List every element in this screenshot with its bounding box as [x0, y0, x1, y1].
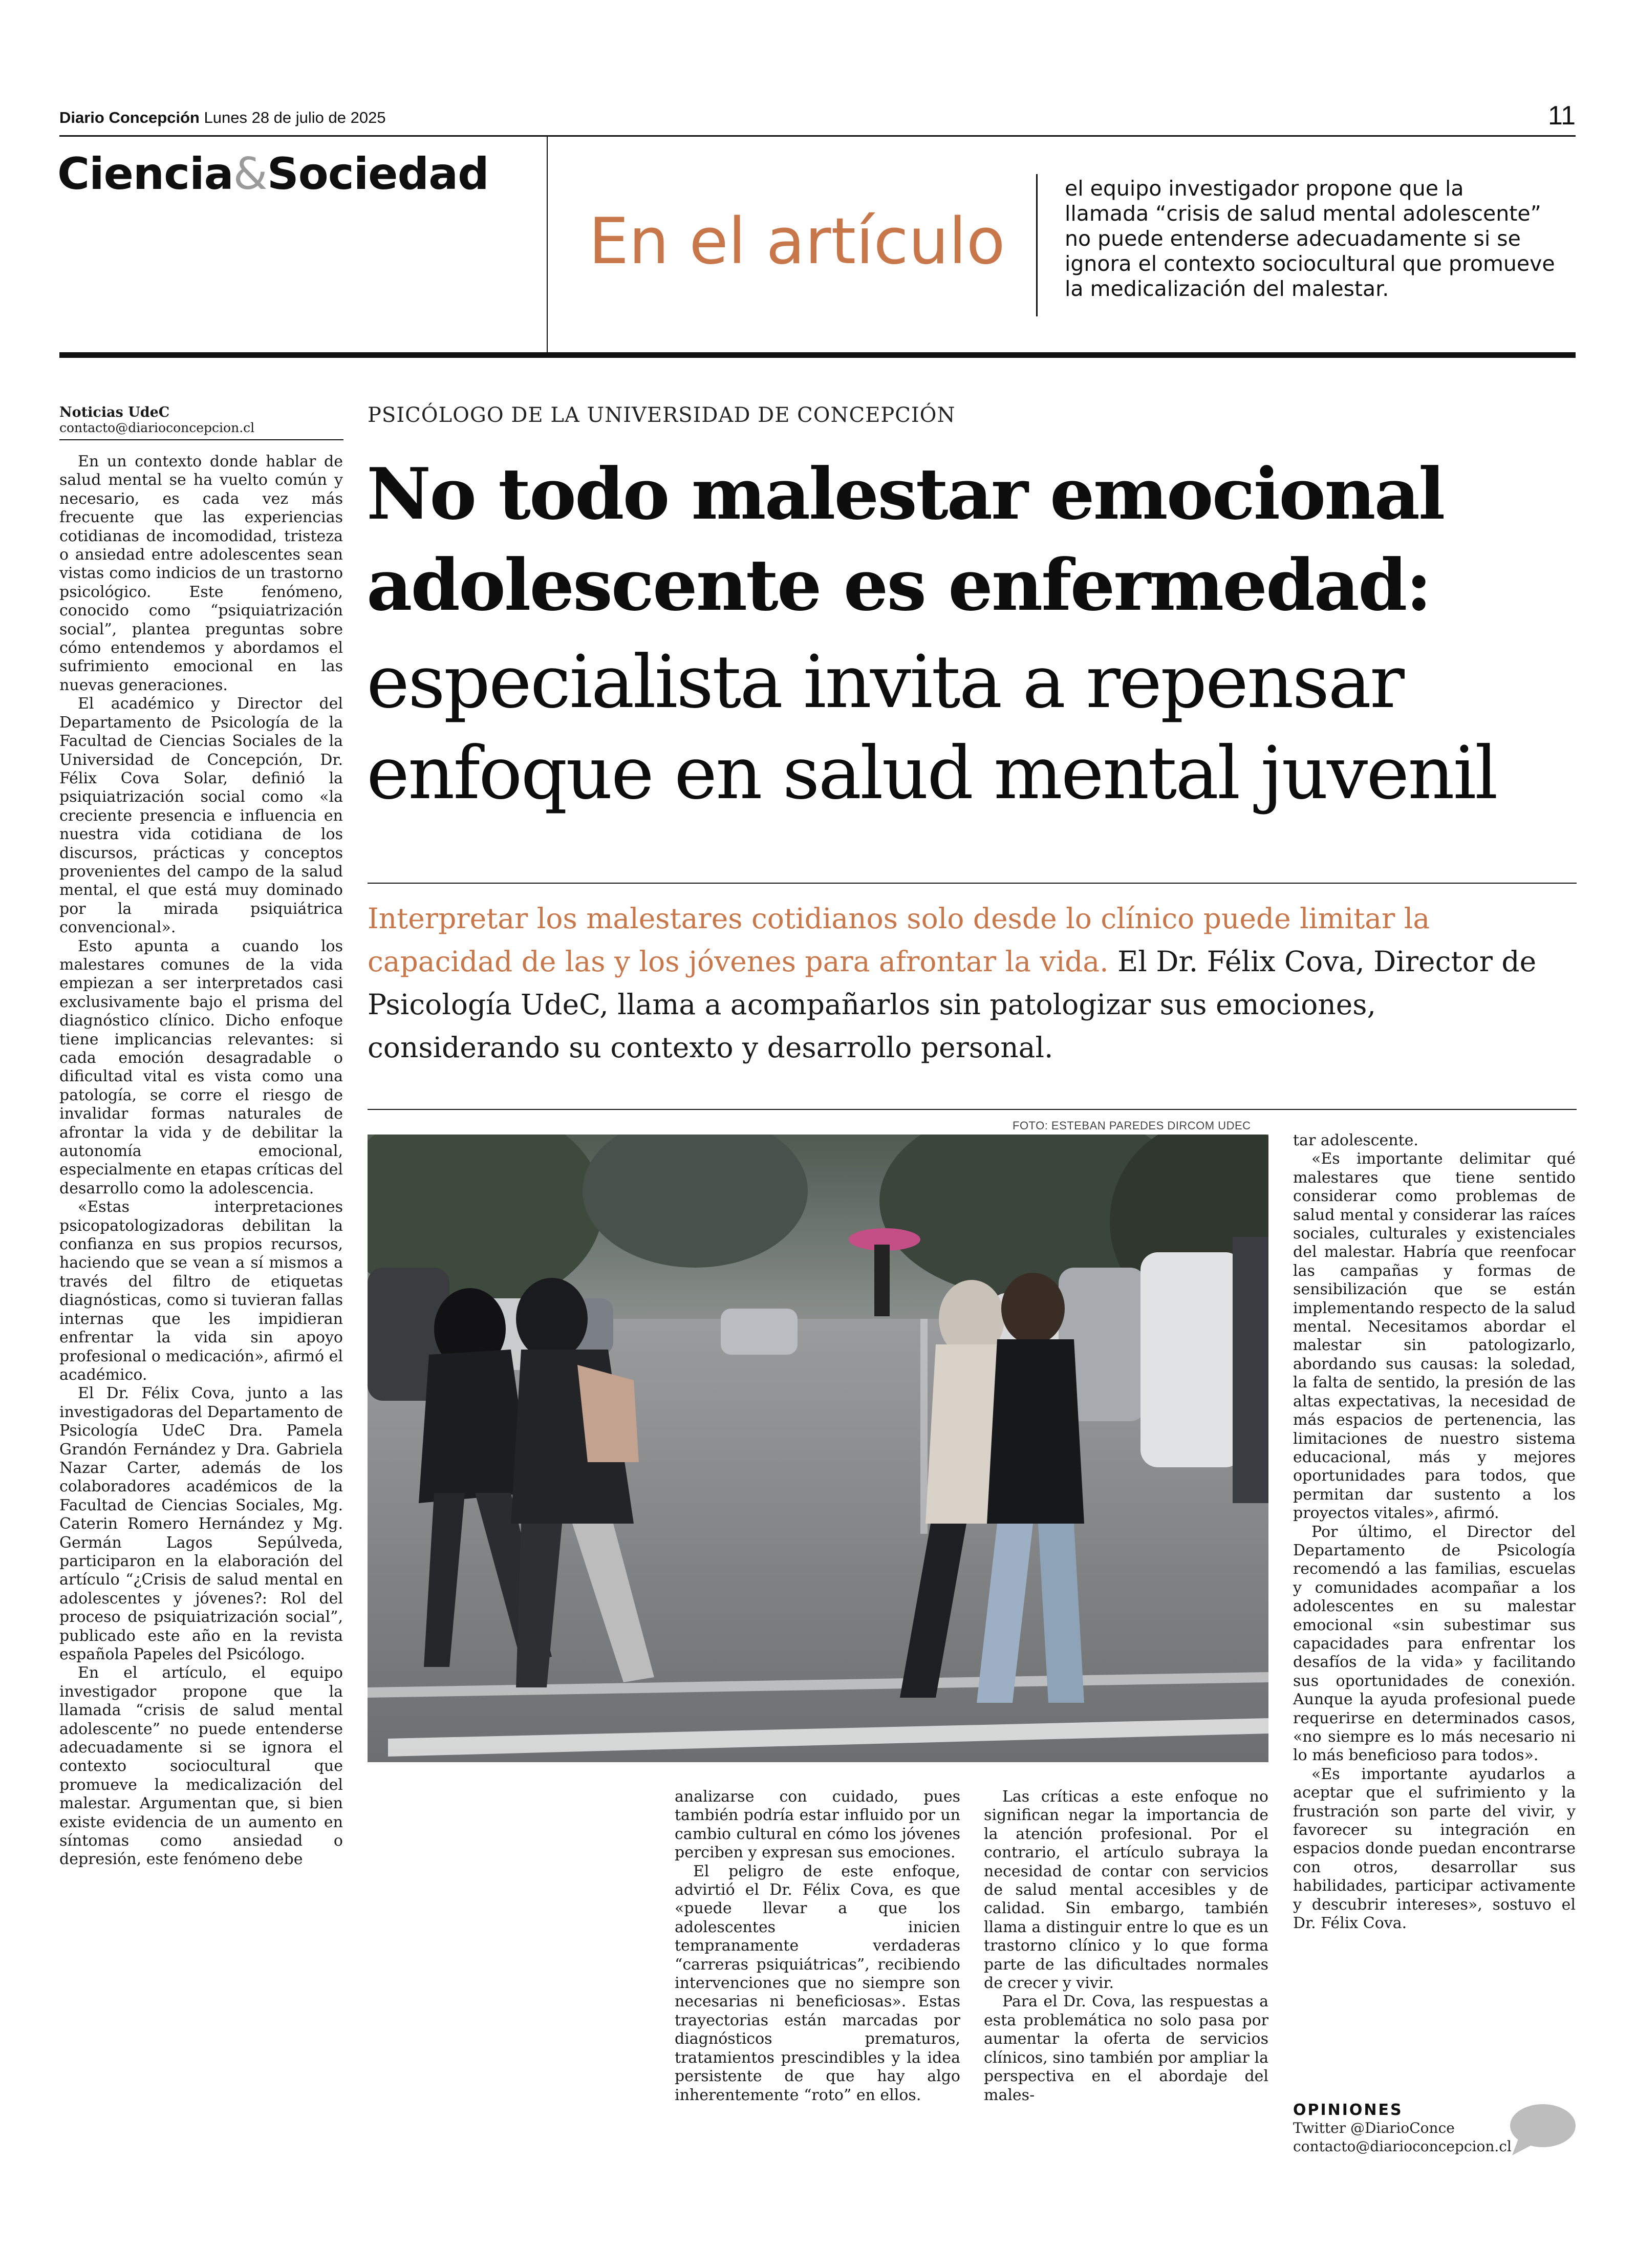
- paragraph: El académico y Director del Departamento de Psicología de la Facultad de Ciencias Sociales de la Universidad de Concepción, Dr. Félix Cova Solar, definió la psiquiatrización social como «la creciente presencia e influencia en nuestra vida cotidiana de los discursos, prácticas y conceptos provenientes del campo de la salud mental, el que está muy dominado por la mirada psiquiátrica convencional».: [59, 695, 343, 937]
- paragraph: Las críticas a este enfoque no significan negar la importancia de la atención profesional. Por el contrario, el artículo subraya la necesidad de contar con servicios de salud mental accesibles y de calidad. Sin embargo, también llama a distinguir entre lo que es un trastorno clínico y lo que forma parte de las dificultades normales de crecer y vivir.: [984, 1788, 1268, 1993]
- masthead-line: [59, 109, 386, 127]
- paragraph: Esto apunta a cuando los malestares comunes de la vida empiezan a ser interpretados casi exclusivamente bajo el prisma del diagnóstico clínico. Dicho enfoque tiene implicancias relevantes: si cada emoción desagradable o dificultad vital es vista como una patología, se corre el riesgo de invalidar formas naturales de afrontar la vida y de debilitar la autonomía emocional, especialmente en etapas críticas del desarrollo como la adolescencia.: [59, 937, 343, 1197]
- header-bottom-rule: [59, 352, 1576, 358]
- lead-text: El Dr. Félix Cova, Director de Psicología UdeC, llama a acompañarlos sin patologizar sus emociones, considerando su contexto y desarrollo personal.: [368, 945, 1537, 1064]
- opiniones-email[interactable]: contacto@diarioconcepcion.cl: [1293, 2138, 1512, 2155]
- byline-author: Noticias UdeC: [59, 404, 170, 420]
- lead-highlight: Interpretar los malestares cotidianos solo desde lo clínico puede limitar la capacidad de las y los jóvenes para afrontar la vida.: [368, 902, 1430, 978]
- article-headline: [367, 448, 1497, 819]
- article-kicker: PSICÓLOGO DE LA UNIVERSIDAD DE CONCEPCIÓN: [368, 403, 956, 427]
- en-el-articulo-label: En el artículo: [589, 205, 1005, 279]
- headline-line: especialista invita a repensar: [367, 640, 1403, 724]
- paragraph: «Estas interpretaciones psicopatologizadoras debilitan la confianza en sus propios recursos, haciendo que se vean a sí mismos a través del filtro de etiquetas diagnósticas, como si tuvieran fallas internas que les impidieran enfrentar la vida sin apoyo profesional o medicación», afirmó el académico.: [59, 1198, 343, 1384]
- section-title: Ciencia&Sociedad: [57, 148, 489, 200]
- paragraph: «Es importante delimitar qué malestares que tiene sentido considerar como problemas de salud mental y considerar las raíces sociales, culturales y existenciales del malestar. Habría que reenfocar las campañas y formas de sensibilización que se están implementando respecto de la salud mental. Necesitamos abordar el malestar sin patologizarlo, abordando sus causas: la soledad, la falta de sentido, la presión de las altas expectativas, la necesidad de más espacios de pertenencia, las limitaciones de nuestro sistema educacional, más y mejores oportunidades para todos, que permitan dar sustento a los proyectos vitales», afirmó.: [1293, 1150, 1576, 1523]
- header-divider-left: [547, 136, 548, 352]
- photo-credit: FOTO: ESTEBAN PAREDES DIRCOM UDEC: [1013, 1119, 1251, 1132]
- header-divider-right: [1036, 174, 1038, 316]
- byline-email[interactable]: contacto@diarioconcepcion.cl: [59, 420, 255, 435]
- body-column-2: [675, 1788, 960, 2105]
- students-crossing-street-illustration: [368, 1135, 1268, 1762]
- speech-bubble-icon: [1505, 2102, 1577, 2159]
- article-photo: [368, 1135, 1268, 1762]
- paragraph: analizarse con cuidado, pues también podría estar influido por un cambio cultural en cómo los jóvenes perciben y expresan sus emociones.: [675, 1788, 960, 1862]
- paragraph: En un contexto donde hablar de salud mental se ha vuelto común y necesario, es cada vez más frecuente que las experiencias cotidianas de incomodidad, tristeza o ansiedad entre adolescentes sean vistas como indicios de un trastorno psicológico. Este fenómeno, conocido como “psiquiatrización social”, plantea preguntas sobre cómo entendemos y abordamos el sufrimiento emocional en las nuevas generaciones.: [59, 453, 343, 694]
- body-column-1: [59, 453, 343, 1869]
- byline-rule: [59, 439, 343, 440]
- paragraph: Para el Dr. Cova, las respuestas a esta problemática no solo pasa por aumentar la oferta de servicios clínicos, sino también por ampliar la perspectiva en el abordaje del males-: [984, 1993, 1268, 2104]
- paragraph: El Dr. Félix Cova, junto a las investigadoras del Departamento de Psicología UdeC Dra. Pamela Grandón Fernández y Dra. Gabriela Nazar Carter, además de los colaboradores académicos de la Facultad de Ciencias Sociales, Mg. Caterin Romero Hernández y Mg. Germán Lagos Sepúlveda, participaron en la elaboración del artículo “¿Crisis de salud mental en adolescentes y jóvenes?: Rol del proceso de psiquiatrización social”, publicado este año en la revista española Papeles del Psicólogo.: [59, 1384, 343, 1663]
- header-top-rule: [59, 135, 1576, 137]
- headline-rule: [368, 883, 1577, 884]
- issue-date: Lunes 28 de julio de 2025: [204, 109, 386, 126]
- body-column-4: [1293, 1131, 1576, 1933]
- paragraph: En el artículo, el equipo investigador propone que la llamada “crisis de salud mental adolescente” no puede entenderse adecuadamente si se ignora el contexto sociocultural que promueve la medicalización del malestar. Argumentan que, si bien existe evidencia de un aumento en síntomas como ansiedad o depresión, este fenómeno debe: [59, 1664, 343, 1869]
- body-column-3: [984, 1788, 1268, 2105]
- opiniones-title: OPINIONES: [1293, 2101, 1403, 2119]
- paragraph: Por último, el Director del Departamento de Psicología recomendó a las familias, escuelas y comunidades acompañar a los adolescentes en su malestar emocional «sin subestimar sus capacidades para enfrentar los desafíos de la vida» y facilitando sus oportunidades de conexión. Aunque la ayuda profesional puede requerirse en determinados casos, «no siempre es lo más necesario ni lo más beneficioso para todos».: [1293, 1523, 1576, 1765]
- headline-line: No todo malestar emocional: [367, 452, 1444, 536]
- headline-line: adolescente es enfermedad:: [367, 543, 1431, 627]
- byline: [59, 404, 343, 435]
- paper-name: Diario Concepción: [59, 109, 200, 126]
- paragraph: «Es importante ayudarlos a aceptar que el sufrimiento y la frustración son parte del vivir, y favorecer su integración en espacios donde puedan encontrarse con otros, desarrollar sus habilidades, participar activamente y descubrir intereses», sostuvo el Dr. Félix Cova.: [1293, 1765, 1576, 1933]
- headline-line: enfoque en salud mental juvenil: [367, 731, 1497, 816]
- lead-rule: [368, 1109, 1577, 1110]
- article-lead: [368, 897, 1576, 1069]
- article-teaser: el equipo investigador propone que la llamada “crisis de salud mental adolescente” no puede entenderse adecuadamente si se ignora el contexto sociocultural que promueve la medicalización del malestar.: [1065, 176, 1555, 301]
- paragraph: El peligro de este enfoque, advirtió el Dr. Félix Cova, es que «puede llevar a que los adolescentes inicien tempranamente verdaderas “carreras psiquiátricas”, recibiendo intervenciones que no siempre son necesarias ni beneficiosas». Estas trayectorias están marcadas por diagnósticos prematuros, tratamientos prescindibles y la idea persistente de que hay algo inherentemente “roto” en ellos.: [675, 1862, 960, 2104]
- opiniones-twitter[interactable]: Twitter @DiarioConce: [1293, 2120, 1455, 2136]
- page-number: 11: [1548, 101, 1576, 131]
- paragraph: tar adolescente.: [1293, 1131, 1418, 1149]
